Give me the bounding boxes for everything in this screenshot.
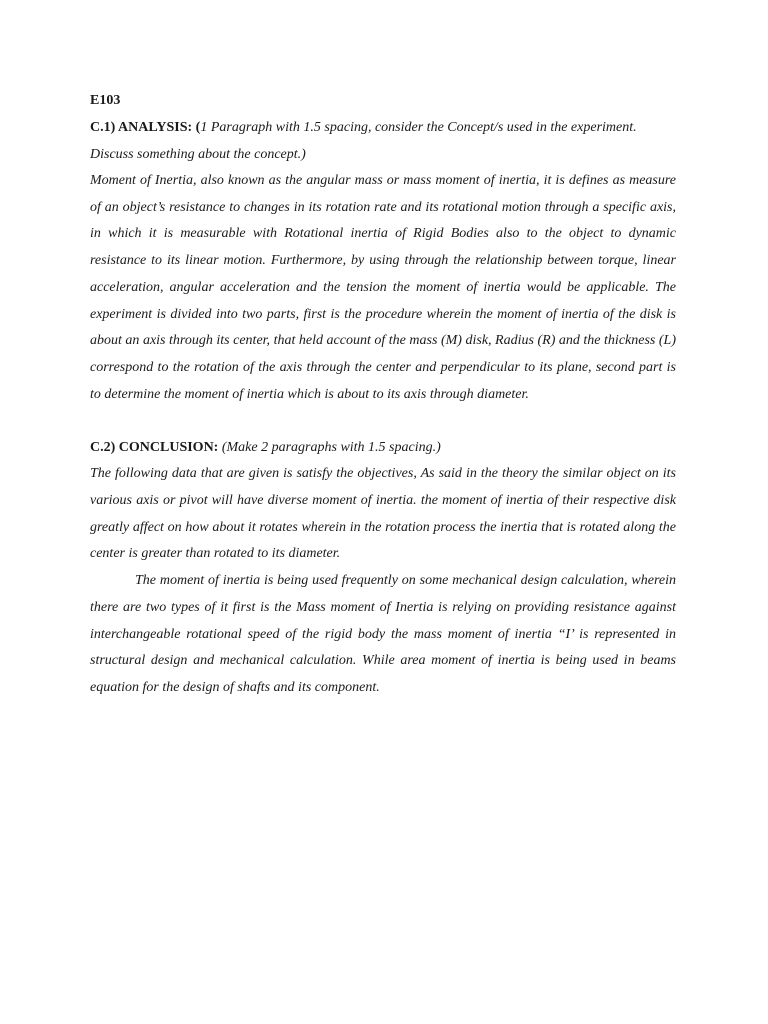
analysis-instruction: 1 Paragraph with 1.5 spacing, consider the Concept/s used in the experiment. Discuss something about the concept.)	[90, 120, 637, 162]
conclusion-label: C.2) CONCLUSION:	[90, 440, 219, 456]
conclusion-paragraph-2: The moment of inertia is being used frequently on some mechanical design calculation, wherein there are two types of it first is the Mass moment of Inertia is relying on providing resistance against interchangeable rotational speed of the rigid body the mass moment of inertia “I’ is represented in structural design and mechanical calculation. While area moment of inertia is being used in beams equation for the design of shafts and its component.	[90, 573, 676, 695]
analysis-paragraph: Moment of Inertia, also known as the angular mass or mass moment of inertia, it is defines as measure of an object’s resistance to changes in its rotation rate and its rotational motion through a specific axis, in which it is measurable with Rotational inertia of Rigid Bodies also to the object to dynamic resistance to its linear motion. Furthermore, by using through the relationship between torque, linear acceleration, angular acceleration and the tension the moment of inertia would be applicable. The experiment is divided into two parts, first is the procedure wherein the moment of inertia of the disk is about an axis through its center, that held account of the mass (M) disk, Radius (R) and the thickness (L) correspond to the rotation of the axis through the center and perpendicular to its plane, second part is to determine the moment of inertia which is about to its axis through diameter.	[90, 173, 676, 402]
conclusion-heading	[90, 434, 676, 461]
document-body	[90, 92, 676, 702]
conclusion-paragraph-1: The following data that are given is satisfy the objectives, As said in the theory the similar object on its various axis or pivot will have diverse moment of inertia. the moment of inertia of their respective disk greatly affect on how about it rotates wherein in the rotation process the inertia that is rotated along the center is greater than rotated to its diameter.	[90, 466, 676, 562]
conclusion-instruction: (Make 2 paragraphs with 1.5 spacing.)	[218, 440, 441, 456]
section-spacer	[90, 408, 676, 434]
document-code: E103	[90, 93, 121, 108]
analysis-heading	[90, 114, 676, 168]
analysis-label: C.1) ANALYSIS: (	[90, 120, 201, 135]
